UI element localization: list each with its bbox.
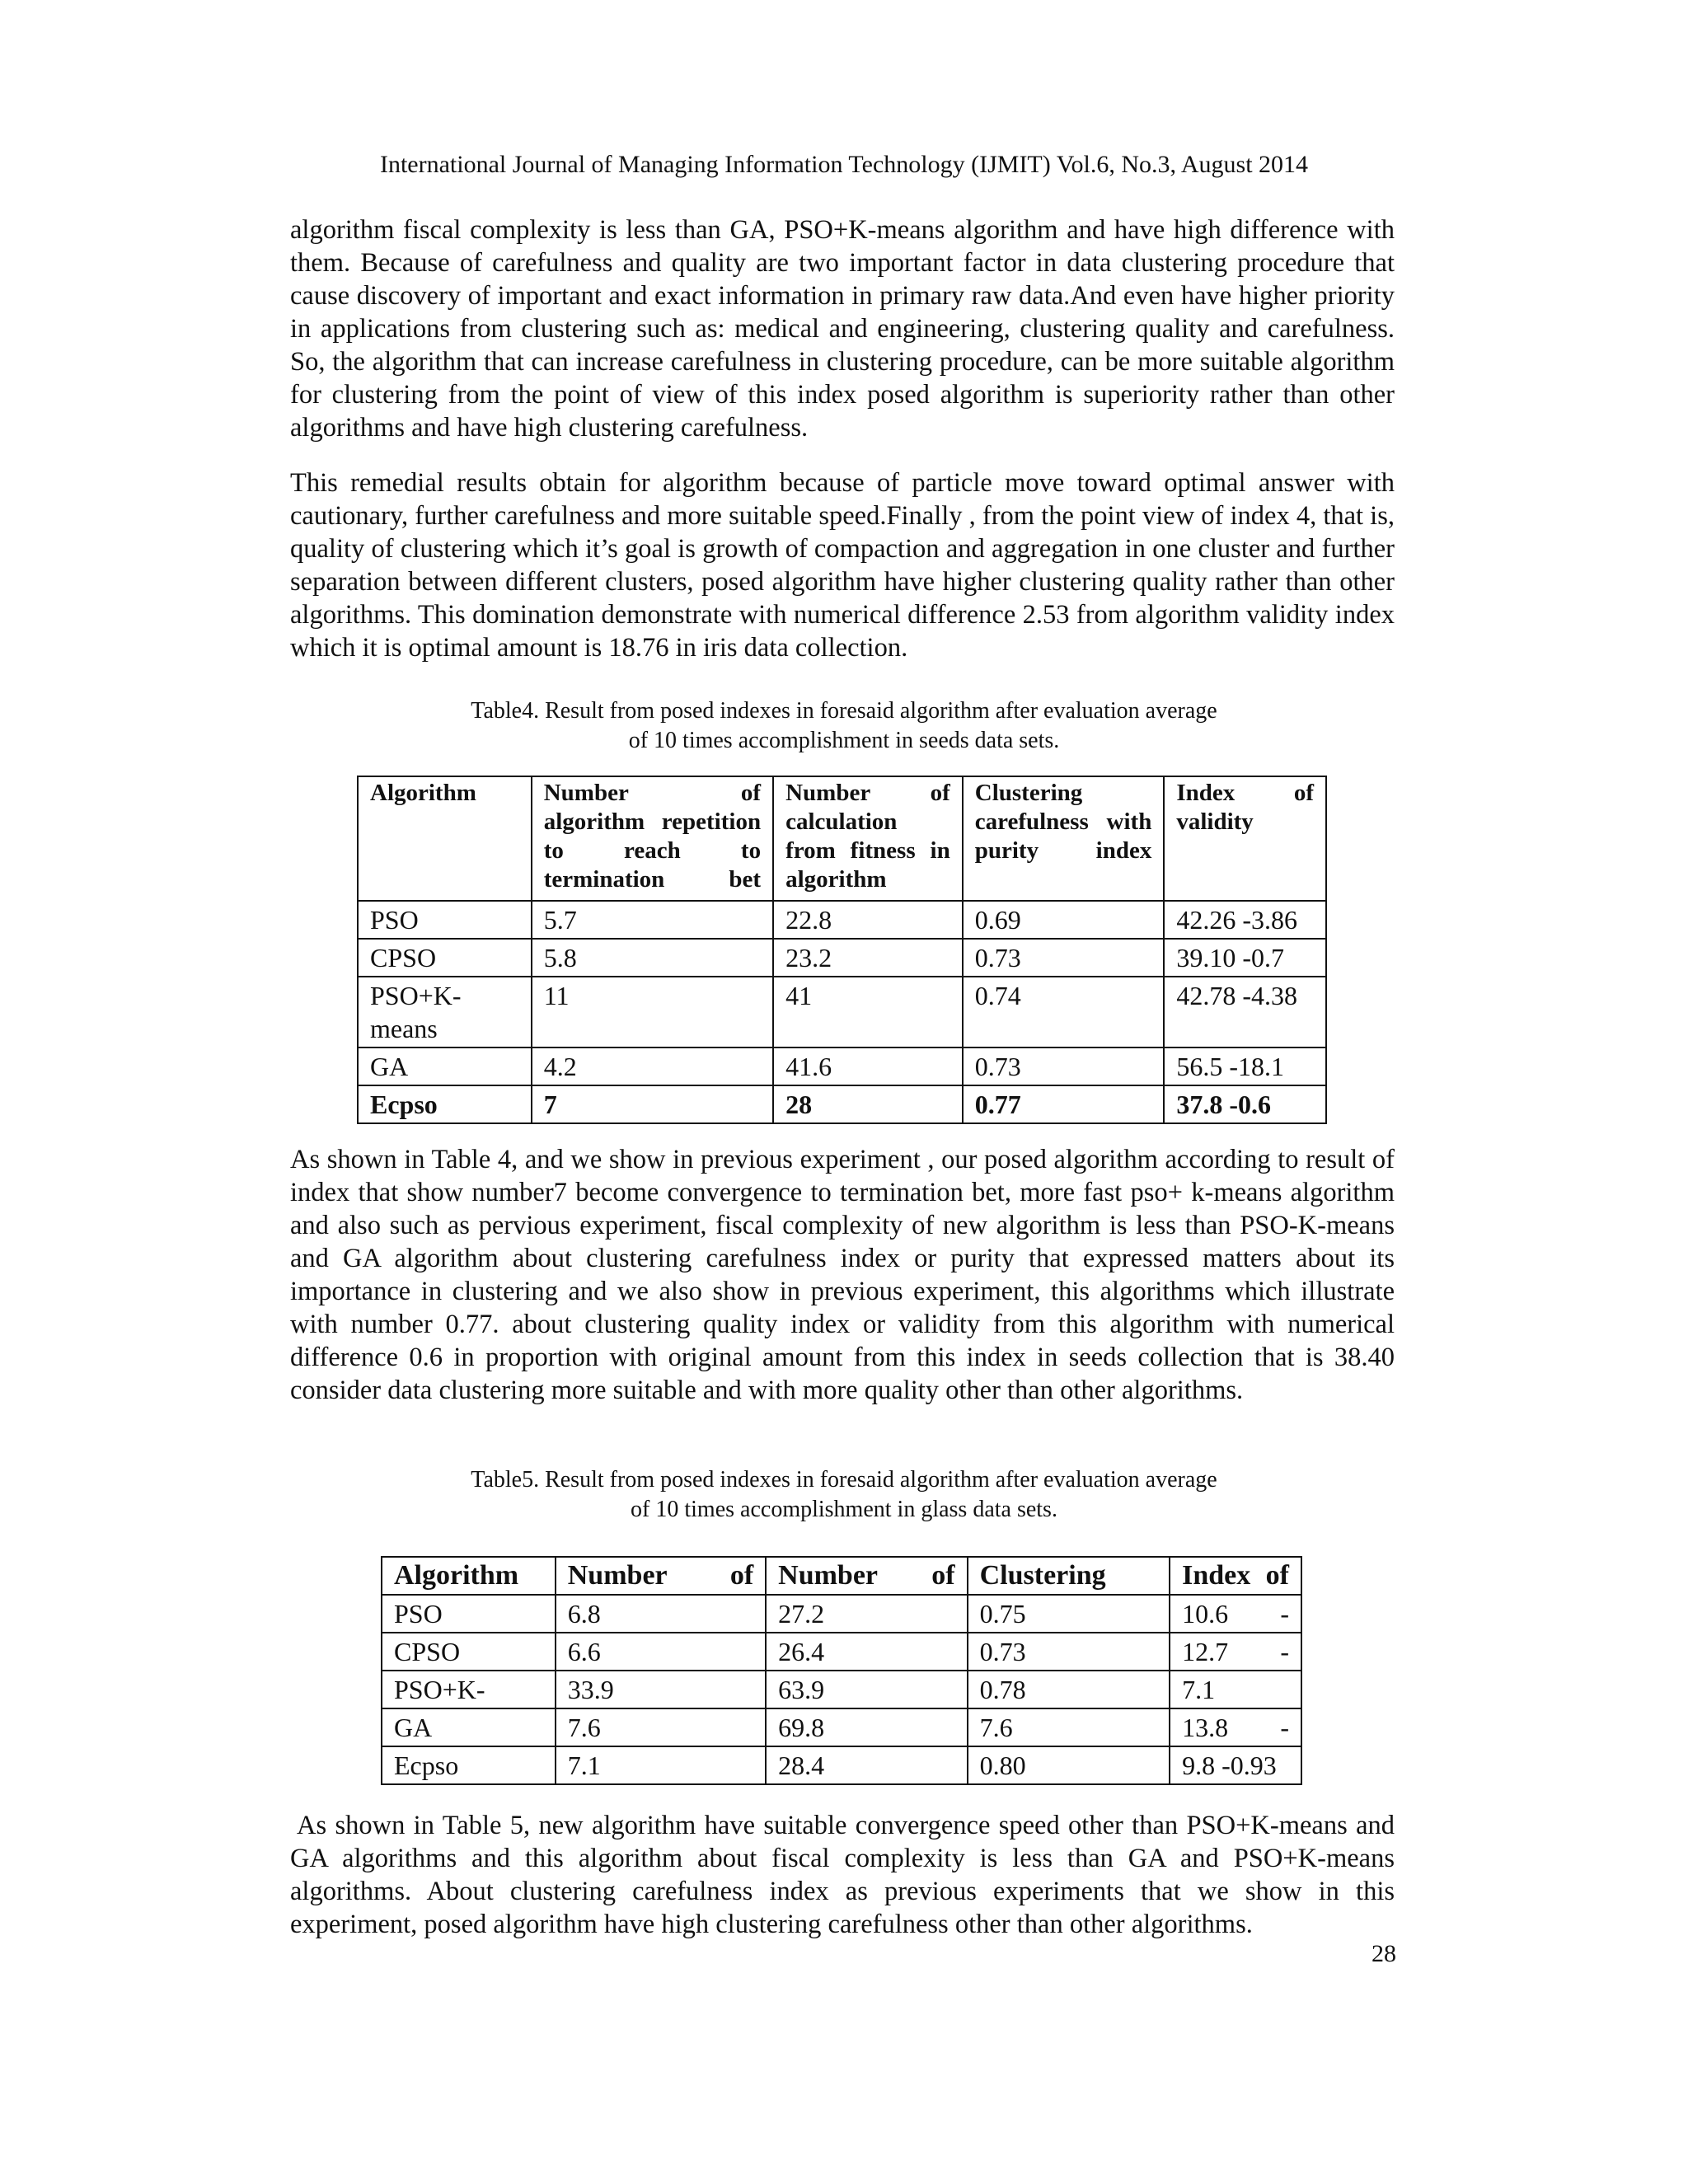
table4-cell-carefulness: 0.77	[963, 1085, 1165, 1123]
table5-cell-algorithm: CPSO	[382, 1633, 556, 1671]
table4-caption	[0, 696, 1688, 756]
table-row	[358, 977, 1326, 1047]
table4-cell-validity: 42.78 -4.38	[1164, 977, 1326, 1047]
table5-cell-col3: 28.4	[766, 1746, 967, 1784]
table-row	[358, 1085, 1326, 1123]
table-row	[382, 1671, 1301, 1708]
table5-caption-line2: of 10 times accomplishment in glass data sets.	[631, 1497, 1057, 1522]
table5-cell-col4: 7.6	[968, 1708, 1170, 1746]
table4-cell-repetition: 11	[532, 977, 773, 1047]
table4-cell-validity: 42.26 -3.86	[1164, 901, 1326, 939]
paragraph-1: algorithm fiscal complexity is less than GA, PSO+K-means algorithm and have high difference with them. Because of carefulness and quality are two important factor in data clustering procedure that cause discovery of important and exact information in primary raw data.And even have higher priority in applications from clustering such as: medical and engineering, clustering quality and carefulness. So, the algorithm that can increase carefulness in clustering procedure, can be more suitable algorithm for clustering from the point of view of this index posed algorithm is superiority rather than other algorithms and have high clustering carefulness.	[290, 215, 1395, 443]
table4-cell-carefulness: 0.69	[963, 901, 1165, 939]
table5-cell-col3: 26.4	[766, 1633, 967, 1671]
table5-cell-algorithm: PSO	[382, 1595, 556, 1633]
table5	[381, 1556, 1302, 1785]
table4-caption-line2: of 10 times accomplishment in seeds data sets.	[628, 728, 1060, 753]
table4-cell-validity: 37.8 -0.6	[1164, 1085, 1326, 1123]
table4-cell-carefulness: 0.74	[963, 977, 1165, 1047]
table4-cell-algorithm: GA	[358, 1047, 532, 1085]
page-number: 28	[1372, 1940, 1396, 1967]
table5-cell-col3: 27.2	[766, 1595, 967, 1633]
table-row	[382, 1708, 1301, 1746]
table5-cell-col5-text: 12.7 -	[1182, 1637, 1289, 1666]
table5-header-number-of-2	[766, 1557, 967, 1595]
table4-header-calculation: Number of calculation from fitness in algorithm	[773, 776, 963, 901]
table4-cell-repetition: 5.7	[532, 901, 773, 939]
paragraph-2: This remedial results obtain for algorithm because of particle move toward optimal answer with cautionary, further carefulness and more suitable speed.Finally , from the point view of index 4, that is, quality of clustering which it’s goal is growth of compaction and aggregation in one cluster and further separation between different clusters, posed algorithm have higher clustering quality rather than other algorithms. This domination demonstrate with numerical difference 2.53 from algorithm validity index which it is optimal amount is 18.76 in iris data collection.	[290, 468, 1395, 663]
table5-cell-col3: 63.9	[766, 1671, 967, 1708]
table5-cell-col4: 0.73	[968, 1633, 1170, 1671]
table5-cell-col4: 0.80	[968, 1746, 1170, 1784]
table4-cell-algorithm: Ecpso	[358, 1085, 532, 1123]
table5-cell-col2: 6.6	[556, 1633, 766, 1671]
table4-cell-validity: 56.5 -18.1	[1164, 1047, 1326, 1085]
table5-caption-line1: Table5. Result from posed indexes in foresaid algorithm after evaluation average	[471, 1467, 1217, 1493]
table4-cell-algorithm: PSO	[358, 901, 532, 939]
table5-header-index-of-text: Index of	[1182, 1560, 1289, 1591]
table5-header-algorithm: Algorithm	[382, 1557, 556, 1595]
table-row	[382, 1633, 1301, 1671]
table4-cell-repetition: 5.8	[532, 939, 773, 977]
table5-cell-col5	[1170, 1595, 1301, 1633]
table5-cell-col4: 0.78	[968, 1671, 1170, 1708]
table5-cell-algorithm: Ecpso	[382, 1746, 556, 1784]
table4-cell-calculation: 41	[773, 977, 963, 1047]
table-row	[358, 1047, 1326, 1085]
table5-header-index-of	[1170, 1557, 1301, 1595]
table5-cell-col5: 9.8 -0.93	[1170, 1746, 1301, 1784]
paragraph-4: As shown in Table 5, new algorithm have suitable convergence speed other than PSO+K-means and GA algorithms and this algorithm about fiscal complexity is less than GA and PSO+K-means algorithms. About clustering carefulness index as previous experiments that we show in this experiment, posed algorithm have high clustering carefulness other than other algorithms.	[290, 1811, 1395, 1939]
table5-header-number-of-1	[556, 1557, 766, 1595]
paragraph-3: As shown in Table 4, and we show in previous experiment , our posed algorithm according to result of index that show number7 become convergence to termination bet, more fast pso+ k-means algorithm and also such as pervious experiment, fiscal complexity of new algorithm is less than PSO-K-means and GA algorithm about clustering carefulness index or purity that expressed matters about its importance in clustering and we also show in previous experiment, this algorithms which illustrate with number 0.77. about clustering quality index or validity from this algorithm with numerical difference 0.6 in proportion with original amount from this index in seeds collection that is 38.40 consider data clustering more suitable and with more quality other than other algorithms.	[290, 1145, 1395, 1405]
table5-cell-col5	[1170, 1708, 1301, 1746]
table5-caption	[0, 1465, 1688, 1525]
table-row	[382, 1746, 1301, 1784]
table4-caption-line1: Table4. Result from posed indexes in foresaid algorithm after evaluation average	[471, 698, 1217, 724]
table5-cell-col5-text: 13.8 -	[1182, 1713, 1289, 1742]
table5-header-number-of-2-text: Number of	[778, 1560, 955, 1591]
table4-header-row	[358, 776, 1326, 901]
table-row	[358, 939, 1326, 977]
table4-cell-algorithm: PSO+K-means	[358, 977, 532, 1047]
table4-cell-calculation: 22.8	[773, 901, 963, 939]
table-row	[358, 901, 1326, 939]
table4-cell-repetition: 7	[532, 1085, 773, 1123]
table4-header-carefulness: Clustering carefulness with purity index	[963, 776, 1165, 901]
table4-cell-calculation: 23.2	[773, 939, 963, 977]
journal-header: International Journal of Managing Information Technology (IJMIT) Vol.6, No.3, August 2014	[379, 151, 1309, 178]
table5-cell-col2: 7.1	[556, 1746, 766, 1784]
table5-cell-col5: 7.1	[1170, 1671, 1301, 1708]
table4-header-validity: Index of validity	[1164, 776, 1326, 901]
table4-cell-validity: 39.10 -0.7	[1164, 939, 1326, 977]
table5-cell-col4: 0.75	[968, 1595, 1170, 1633]
table5-cell-algorithm: GA	[382, 1708, 556, 1746]
table-row	[382, 1595, 1301, 1633]
table5-header-clustering: Clustering	[968, 1557, 1170, 1595]
table4	[357, 776, 1327, 1124]
table4-cell-repetition: 4.2	[532, 1047, 773, 1085]
table4-cell-calculation: 28	[773, 1085, 963, 1123]
table5-cell-algorithm: PSO+K-	[382, 1671, 556, 1708]
table5-cell-col2: 6.8	[556, 1595, 766, 1633]
table4-cell-calculation: 41.6	[773, 1047, 963, 1085]
table5-cell-col2: 7.6	[556, 1708, 766, 1746]
table5-cell-col5-text: 10.6 -	[1182, 1599, 1289, 1629]
table5-header-number-of-1-text: Number of	[567, 1560, 754, 1591]
table5-cell-col3: 69.8	[766, 1708, 967, 1746]
table4-cell-carefulness: 0.73	[963, 939, 1165, 977]
table4-header-algorithm: Algorithm	[358, 776, 532, 901]
table5-cell-col5	[1170, 1633, 1301, 1671]
table5-header-row	[382, 1557, 1301, 1595]
table4-header-repetition: Number of algorithm repetition to reach to termination bet	[532, 776, 773, 901]
table5-cell-col2: 33.9	[556, 1671, 766, 1708]
table4-cell-carefulness: 0.73	[963, 1047, 1165, 1085]
table4-cell-algorithm: CPSO	[358, 939, 532, 977]
